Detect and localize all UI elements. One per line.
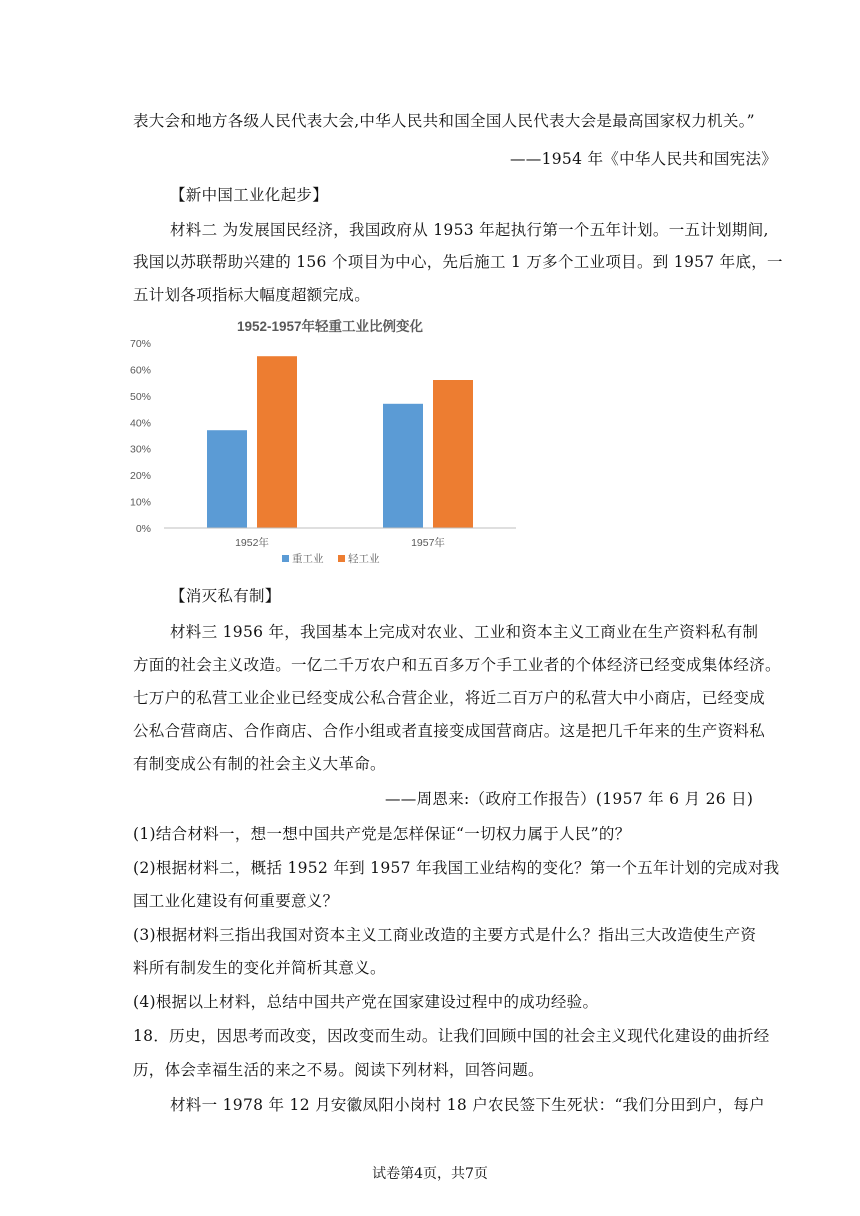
question-4: (4)根据以上材料，总结中国共产党在国家建设过程中的成功经验。 (133, 993, 599, 1011)
question-1: (1)结合材料一，想一想中国共产党是怎样保证“一切权力属于人民”的？ (133, 825, 631, 843)
text-line: 表大会和地方各级人民代表大会,中华人民共和国全国人民代表大会是最高国家权力机关。” (133, 112, 755, 130)
problem-18-text: 18．历史，因思考而改变，因改变而生动。让我们回顾中国的社会主义现代化建设的曲折经 (133, 1027, 770, 1045)
material-two-text: 五计划各项指标大幅度超额完成。 (133, 286, 371, 304)
question-2: 国工业化建设有何重要意义？ (133, 892, 339, 910)
y-tick-label: 30% (129, 443, 151, 456)
page-footer: 试卷第4页，共7页 (372, 1166, 488, 1182)
material-one-text: 材料一 1978 年 12 月安徽凤阳小岗村 18 户农民签下生死状：“我们分田到户，每户 (170, 1096, 765, 1114)
material-two-text: 我国以苏联帮助兴建的 156 个项目为中心，先后施工 1 万多个工业项目。到 1957 年底，一 (133, 253, 783, 271)
bar-heavy-0 (207, 430, 247, 528)
y-tick-label: 40% (129, 417, 151, 430)
question-3: (3)根据材料三指出我国对资本主义工商业改造的主要方式是什么？指出三大改造使生产资 (133, 926, 757, 944)
y-tick-label: 60% (129, 364, 151, 377)
material-three-text: 公私合营商店、合作商店、合作小组或者直接变成国营商店。这是把几千年来的生产资料私 (133, 722, 766, 740)
y-tick-label: 20% (129, 470, 151, 483)
question-2: (2)根据材料二，概括 1952 年到 1957 年我国工业结构的变化？第一个五年计划的完成对我 (133, 859, 780, 877)
bar-chart (120, 310, 540, 576)
material-three-text: 材料三 1956 年，我国基本上完成对农业、工业和资本主义工商业在生产资料私有制 (170, 623, 759, 641)
section-heading: 【消灭私有制】 (170, 587, 281, 605)
legend-label: 轻工业 (348, 553, 380, 565)
source-citation: ——1954 年《中华人民共和国宪法》 (510, 150, 778, 168)
legend-swatch (338, 555, 345, 562)
bar-light-1 (433, 380, 473, 528)
material-three-text: 方面的社会主义改造。一亿二千万农户和五百多万个手工业者的个体经济已经变成集体经济。 (133, 656, 781, 674)
bar-light-0 (257, 356, 297, 528)
material-two-text: 材料二 为发展国民经济，我国政府从 1953 年起执行第一个五年计划。一五计划期间, (170, 221, 769, 239)
question-3: 料所有制发生的变化并简析其意义。 (133, 959, 386, 977)
y-tick-label: 0% (135, 523, 151, 535)
problem-18-text: 历，体会幸福生活的来之不易。阅读下列材料，回答问题。 (133, 1061, 544, 1079)
source-citation: ——周恩来:（政府工作报告）(1957 年 6 月 26 日) (385, 790, 754, 808)
y-tick-label: 70% (129, 338, 151, 350)
material-three-text: 有制变成公有制的社会主义大革命。 (133, 755, 386, 773)
x-tick-label: 1952年 (235, 537, 269, 549)
y-tick-label: 50% (129, 390, 151, 403)
section-heading: 【新中国工业化起步】 (170, 186, 329, 204)
legend-label: 重工业 (292, 553, 324, 565)
legend-swatch (282, 555, 289, 562)
y-tick-label: 10% (129, 496, 151, 509)
material-three-text: 七万户的私营工业企业已经变成公私合营企业，将近二百万户的私营大中小商店，已经变成 (133, 689, 766, 707)
x-tick-label: 1957年 (411, 537, 445, 549)
bar-heavy-1 (383, 404, 423, 528)
chart-title: 1952-1957年轻重工业比例变化 (236, 319, 424, 334)
